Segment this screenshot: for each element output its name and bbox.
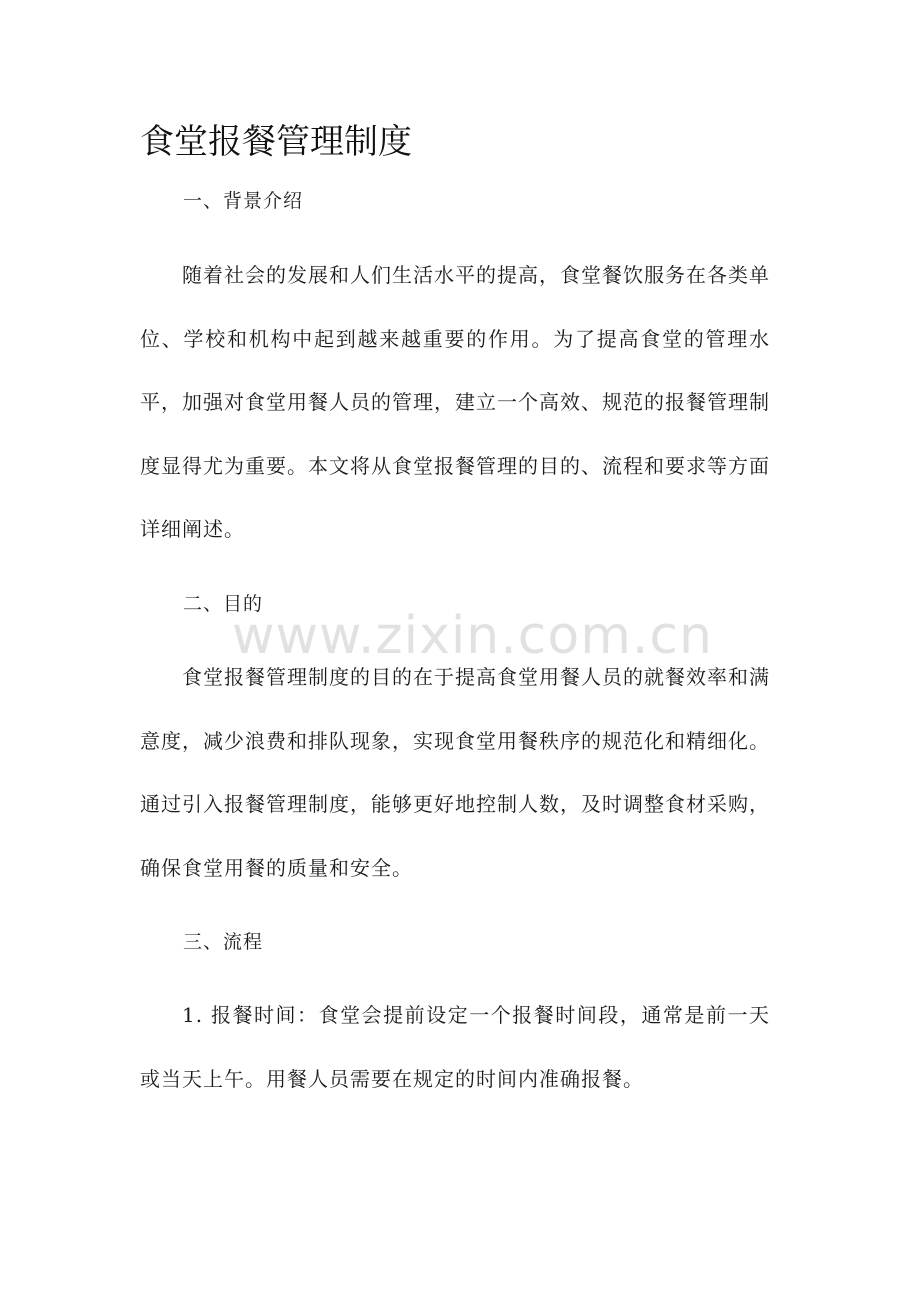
paragraph-process-step-1: 1. 报餐时间：食堂会提前设定一个报餐时间段，通常是前一天或当天上午。用餐人员需要在规定的时间内准确报餐。 [140, 1003, 770, 1091]
paragraph-background: 随着社会的发展和人们生活水平的提高，食堂餐饮服务在各类单位、学校和机构中起到越来越重要的作用。为了提高食堂的管理水平，加强对食堂用餐人员的管理，建立一个高效、规范的报餐管理制度显得尤为重要。本文将从食堂报餐管理的目的、流程和要求等方面详细阐述。 [140, 263, 770, 542]
paragraph-purpose: 食堂报餐管理制度的目的在于提高食堂用餐人员的就餐效率和满意度，减少浪费和排队现象，实现食堂用餐秩序的规范化和精细化。通过引入报餐管理制度，能够更好地控制人数，及时调整食材采购，确保食堂用餐的质量和安全。 [140, 665, 770, 880]
document-title: 食堂报餐管理制度 [140, 122, 412, 162]
section-heading-process: 三、流程 [183, 931, 264, 953]
watermark-text: www.zixin.com.cn [232, 606, 713, 666]
section-heading-purpose: 二、目的 [183, 593, 264, 615]
section-heading-background: 一、背景介绍 [183, 190, 304, 212]
